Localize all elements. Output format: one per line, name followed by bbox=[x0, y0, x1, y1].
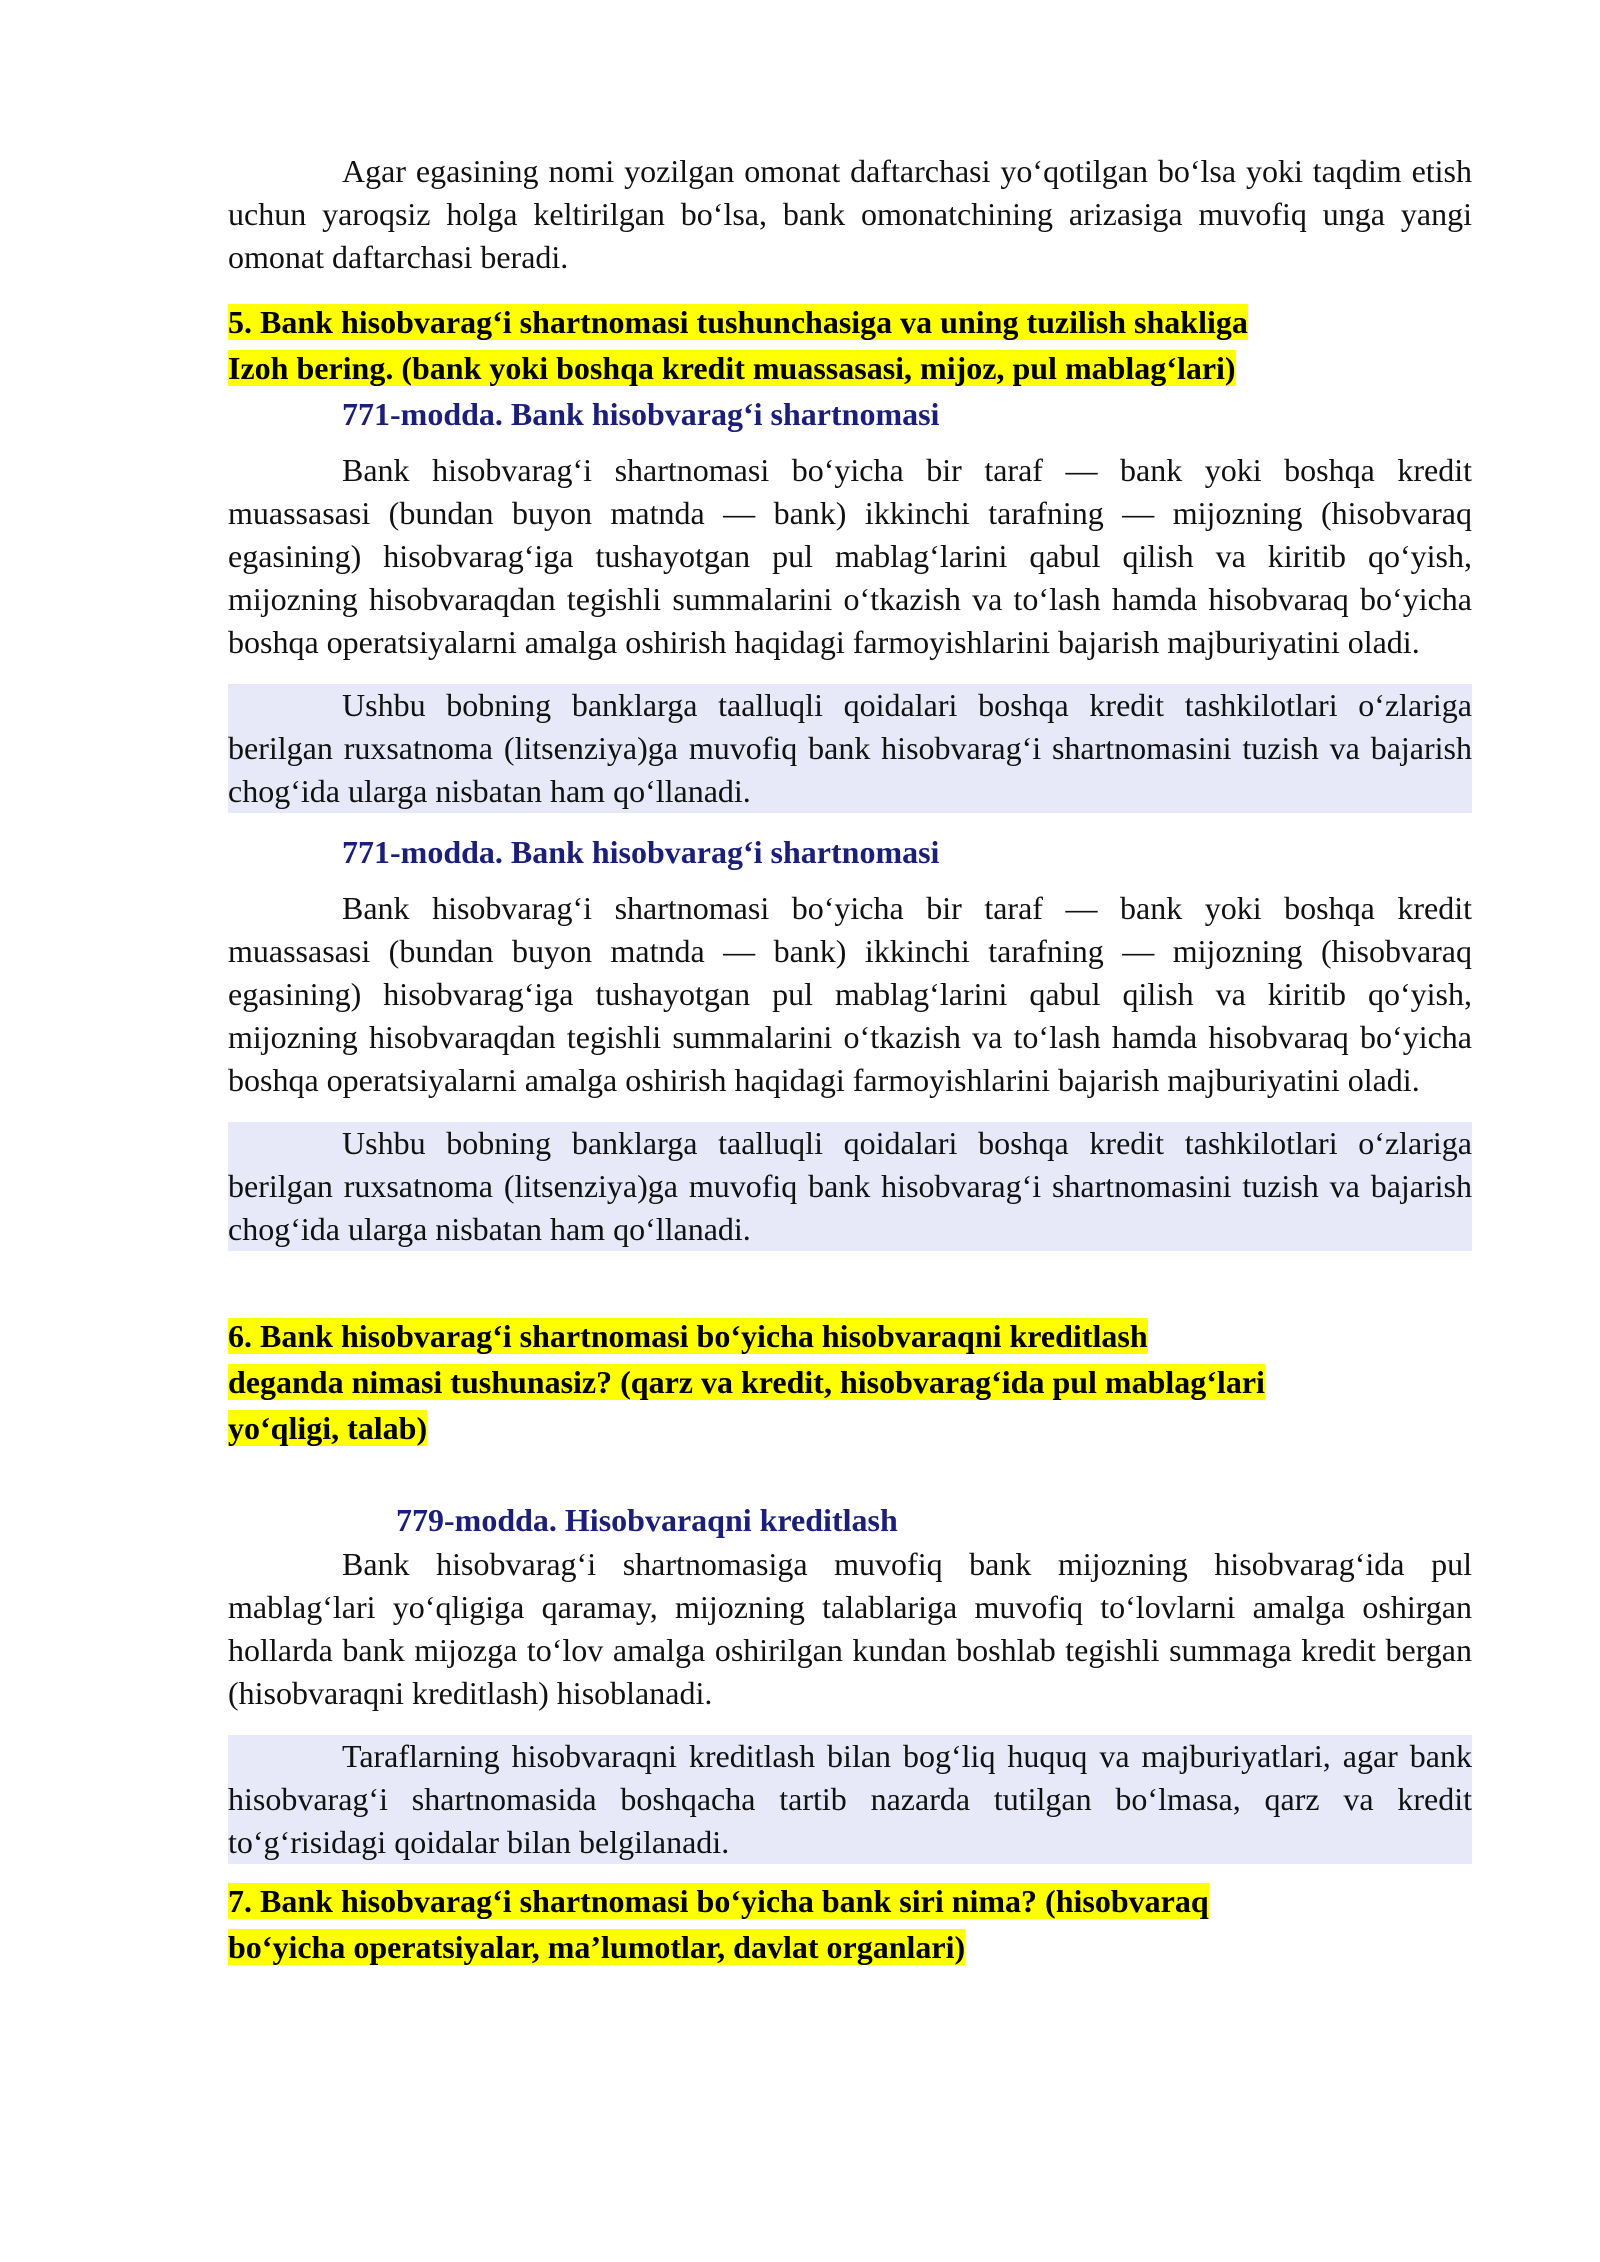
question-7-line-1: 7. Bank hisobvarag‘i shartnomasi bo‘yicha bank siri nima? (hisobvaraq bbox=[228, 1883, 1209, 1919]
question-6-line-2: deganda nimasi tushunasiz? (qarz va kredit, hisobvarag‘ida pul mablag‘lari bbox=[228, 1364, 1265, 1400]
article-771-title-repeat: 771-modda. Bank hisobvarag‘i shartnomasi bbox=[342, 834, 940, 870]
question-7 bbox=[228, 1878, 1472, 1970]
article-771-repeat-paragraph-1: Bank hisobvarag‘i shartnomasi bo‘yicha bir taraf — bank yoki boshqa kredit muassasasi (bundan buyon matnda — bank) ikkinchi tarafning — mijozning (hisobvaraq egasining) hisobvarag‘iga tushayotgan pul mablag‘larini qabul qilish va kiritib qo‘yish, mijozning hisobvaraqdan tegishli summalarini o‘tkazish va to‘lash hamda hisobvaraq bo‘yicha boshqa operatsiyalarni amalga oshirish haqidagi farmoyishlarini bajarish majburiyatini oladi. bbox=[228, 890, 1472, 1098]
intro-paragraph: Agar egasining nomi yozilgan omonat daftarchasi yo‘qotilgan bo‘lsa yoki taqdim etish uchun yaroqsiz holga keltirilgan bo‘lsa, bank omonatchining arizasiga muvofiq unga yangi omonat daftarchasi beradi. bbox=[228, 153, 1472, 275]
question-5-line-2: Izoh bering. (bank yoki boshqa kredit muassasasi, mijoz, pul mablag‘lari) bbox=[228, 350, 1236, 386]
question-6 bbox=[228, 1313, 1472, 1451]
article-771-paragraph-2: Ushbu bobning banklarga taalluqli qoidalari boshqa kredit tashkilotlari o‘zlariga berilgan ruxsatnoma (litsenziya)ga muvofiq bank hisobvarag‘i shartnomasini tuzish va bajarish chog‘ida ularga nisbatan ham qo‘llanadi. bbox=[228, 684, 1472, 813]
document-page bbox=[228, 150, 1472, 1970]
question-5-line-1: 5. Bank hisobvarag‘i shartnomasi tushunchasiga va uning tuzilish shakliga bbox=[228, 304, 1248, 340]
question-7-line-2: bo‘yicha operatsiyalar, ma’lumotlar, davlat organlari) bbox=[228, 1929, 966, 1965]
question-6-line-1: 6. Bank hisobvarag‘i shartnomasi bo‘yicha hisobvaraqni kreditlash bbox=[228, 1318, 1148, 1354]
article-779-title: 779-modda. Hisobvaraqni kreditlash bbox=[396, 1502, 898, 1538]
question-5 bbox=[228, 299, 1472, 391]
article-771-paragraph-1: Bank hisobvarag‘i shartnomasi bo‘yicha bir taraf — bank yoki boshqa kredit muassasasi (bundan buyon matnda — bank) ikkinchi tarafning — mijozning (hisobvaraq egasining) hisobvarag‘iga tushayotgan pul mablag‘larini qabul qilish va kiritib qo‘yish, mijozning hisobvaraqdan tegishli summalarini o‘tkazish va to‘lash hamda hisobvaraq bo‘yicha boshqa operatsiyalarni amalga oshirish haqidagi farmoyishlarini bajarish majburiyatini oladi. bbox=[228, 452, 1472, 660]
article-771-title: 771-modda. Bank hisobvarag‘i shartnomasi bbox=[342, 396, 940, 432]
article-779-paragraph-2: Taraflarning hisobvaraqni kreditlash bilan bog‘liq huquq va majburiyatlari, agar bank hisobvarag‘i shartnomasida boshqacha tartib nazarda tutilgan bo‘lmasa, qarz va kredit to‘g‘risidagi qoidalar bilan belgilanadi. bbox=[228, 1735, 1472, 1864]
article-779-paragraph-1: Bank hisobvarag‘i shartnomasiga muvofiq bank mijozning hisobvarag‘ida pul mablag‘lari yo‘qligiga qaramay, mijozning talablariga muvofiq to‘lovlarni amalga oshirgan hollarda bank mijozga to‘lov amalga oshirilgan kundan boshlab tegishli summaga kredit bergan (hisobvaraqni kreditlash) hisoblanadi. bbox=[228, 1546, 1472, 1711]
article-771-repeat-paragraph-2: Ushbu bobning banklarga taalluqli qoidalari boshqa kredit tashkilotlari o‘zlariga berilgan ruxsatnoma (litsenziya)ga muvofiq bank hisobvarag‘i shartnomasini tuzish va bajarish chog‘ida ularga nisbatan ham qo‘llanadi. bbox=[228, 1122, 1472, 1251]
question-6-line-3: yo‘qligi, talab) bbox=[228, 1410, 428, 1446]
